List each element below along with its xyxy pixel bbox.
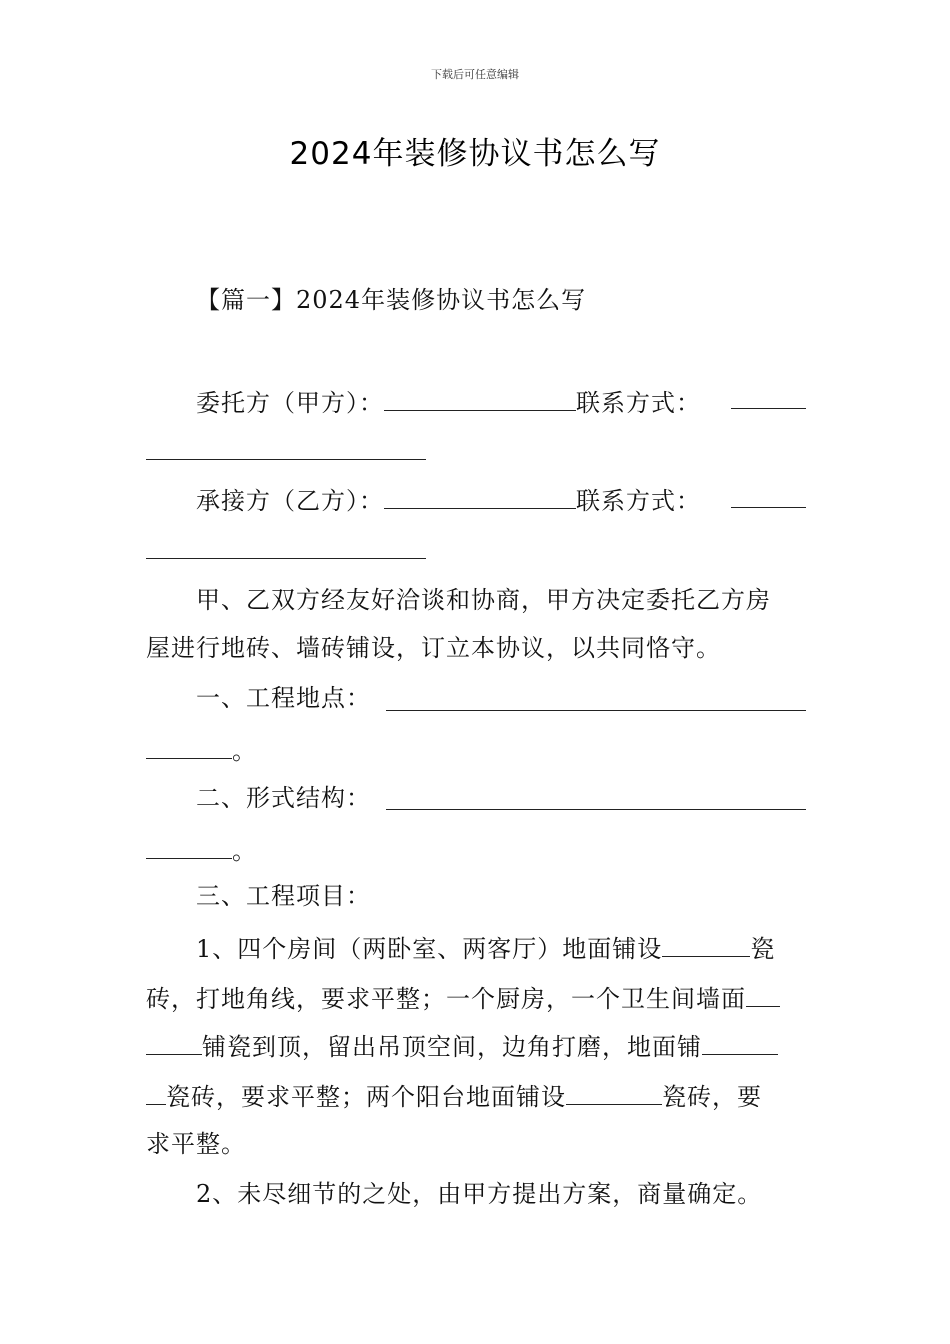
p1-line-5: 求平整。 (146, 1130, 246, 1158)
item-2-period: 。 (232, 837, 257, 865)
party-b-line (196, 482, 856, 517)
item-1-blank[interactable] (386, 709, 806, 711)
item-2-blank[interactable] (386, 808, 806, 810)
p1-line-1-end: 瓷 (750, 935, 776, 963)
item-1-line-2 (146, 732, 806, 767)
section-heading: 【篇一】2024年装修协议书怎么写 (196, 286, 587, 314)
party-a-name-blank[interactable] (384, 384, 576, 411)
party-b-contact-label: 联系方式： (576, 487, 701, 515)
item-2-blank-cont[interactable] (146, 832, 232, 859)
p1-kitchen-floor-blank[interactable] (702, 1028, 778, 1055)
p1-kitchen-floor-blank-cont[interactable] (146, 1078, 166, 1105)
p2-line: 2、未尽细节的之处，由甲方提出方案，商量确定。 (196, 1180, 763, 1208)
p1-line-3 (146, 1028, 806, 1063)
p1-line-3-text: 铺瓷到顶，留出吊顶空间，边角打磨，地面铺 (202, 1033, 702, 1061)
p1-line-4 (146, 1078, 806, 1113)
p1-line-2 (146, 980, 806, 1015)
party-b-label: 承接方（乙方）： (196, 487, 384, 515)
p1-wall-tile-blank[interactable] (746, 980, 780, 1007)
party-b-contact-blank-cont[interactable] (146, 557, 426, 559)
intro-line-2: 屋进行地砖、墙砖铺设，订立本协议，以共同恪守。 (146, 634, 721, 662)
party-b-contact-blank[interactable] (731, 506, 806, 508)
party-a-line (196, 384, 856, 419)
item-1-label: 一、工程地点： (196, 684, 371, 712)
p1-line-2-text: 砖，打地角线，要求平整；一个厨房，一个卫生间墙面 (146, 985, 746, 1013)
party-a-contact-label: 联系方式： (576, 389, 701, 417)
p1-wall-tile-blank-cont[interactable] (146, 1028, 202, 1055)
item-2-label: 二、形式结构： (196, 784, 371, 812)
p1-floor-tile-blank[interactable] (662, 930, 750, 957)
item-3-heading: 三、工程项目： (196, 882, 371, 910)
party-a-contact-blank[interactable] (731, 407, 806, 409)
item-1-blank-cont[interactable] (146, 732, 232, 759)
party-a-label: 委托方（甲方）： (196, 389, 384, 417)
party-a-contact-blank-cont[interactable] (146, 458, 426, 460)
p1-line-1-text: 1、四个房间（两卧室、两客厅）地面铺设 (196, 935, 663, 963)
item-2-line-2 (146, 832, 806, 867)
intro-line-1: 甲、乙双方经友好洽谈和协商，甲方决定委托乙方房 (196, 586, 771, 614)
p1-balcony-tile-blank[interactable] (566, 1078, 662, 1105)
header-note: 下载后可任意编辑 (431, 68, 519, 81)
p1-line-1 (196, 930, 806, 965)
item-1-period: 。 (232, 737, 257, 765)
party-b-name-blank[interactable] (384, 482, 576, 509)
p1-line-4-text: 瓷砖，要求平整；两个阳台地面铺设 (166, 1083, 566, 1111)
p1-line-4-end: 瓷砖，要 (662, 1083, 762, 1111)
document-title: 2024年装修协议书怎么写 (289, 136, 661, 172)
